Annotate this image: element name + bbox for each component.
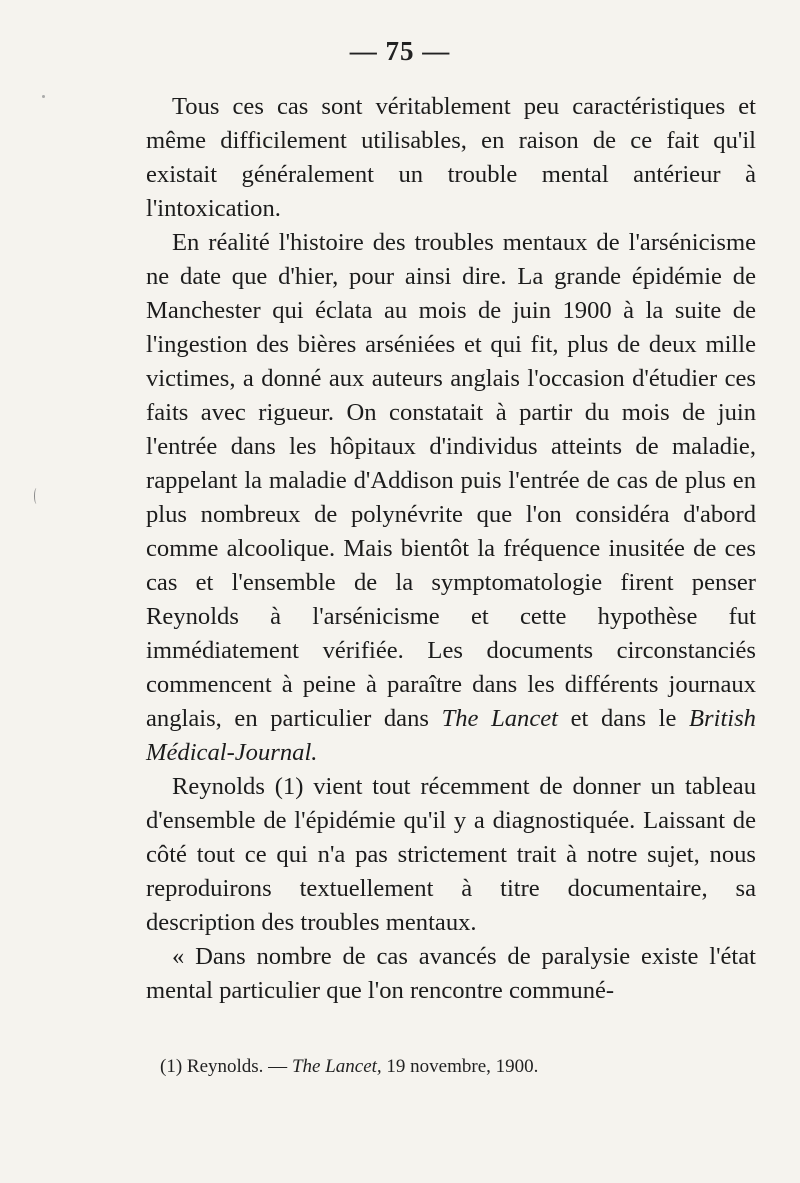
page-number: — 75 —: [349, 36, 451, 66]
paragraph-3: Reynolds (1) vient tout récemment de donner un tableau d'ensemble de l'épidémie qu'il y a diagnostiquée. Laissant de côté tout ce qui n'a pas strictement trait à notre sujet, nous reproduirons textuellement à titre documentaire, sa description des troubles mentaux.: [146, 773, 756, 936]
journal-title-bmj: British Médical-Journal.: [146, 705, 756, 766]
paragraph-2-text: En réalité l'histoire des troubles mentaux de l'arsénicisme ne date que d'hier, pour ainsi dire. La grande épidémie de Manchester qui éclata au mois de juin 1900 à la suite de l'ingestion des bières arséniées et qui fit, plus de deux mille victimes, a donné aux auteurs anglais l'occasion d'étudier ces faits avec rigueur. On constatait à partir du mois de juin l'entrée dans les hôpitaux d'individus atteints de maladie, rappelant la maladie d'Addison puis l'entrée de cas de plus en plus nombreux de polynévrite que l'on considéra d'abord comme alcoolique. Mais bientôt la fréquence inusitée de ces cas et l'ensemble de la symptomatologie firent penser Reynolds à l'arsénicisme et cette hypothèse fut immédiatement vérifiée. Les documents circonstanciés commencent à peine à paraître dans les différents journaux anglais, en particulier dans: [146, 229, 756, 732]
page-body-text: [146, 90, 756, 1008]
paragraph-2: [146, 226, 756, 770]
paragraph-1: Tous ces cas sont véritablement peu caractéristiques et même difficilement utilisables, en raison de ce fait qu'il existait généralement un trouble mental antérieur à l'intoxication.: [146, 93, 756, 222]
margin-dot: [42, 95, 45, 98]
margin-bracket-mark: [34, 488, 39, 504]
footnote: [160, 1055, 720, 1079]
paragraph-4: « Dans nombre de cas avancés de paralysie existe l'état mental particulier que l'on rencontre communé-: [146, 943, 756, 1004]
footnote-journal: The Lancet,: [291, 1056, 382, 1077]
footnote-suffix: 19 novembre, 1900.: [381, 1056, 539, 1077]
paragraph-2-middle: et dans le: [558, 705, 690, 732]
footnote-prefix: (1) Reynolds. —: [160, 1056, 292, 1077]
journal-title-lancet: The Lancet: [441, 705, 559, 732]
